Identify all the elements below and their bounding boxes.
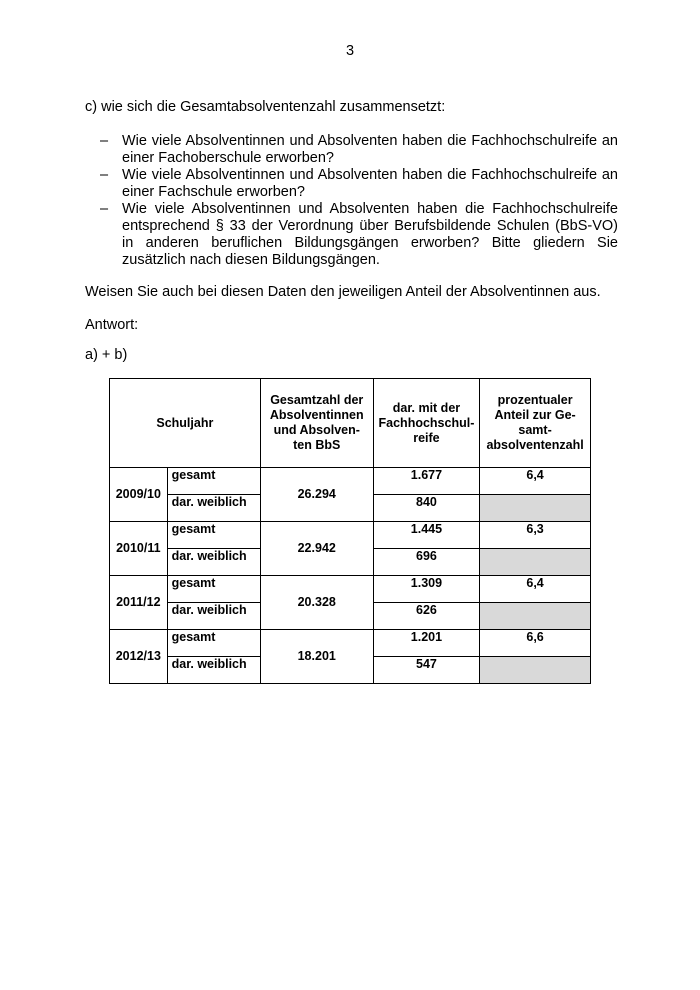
- pct-cell: 6,3: [480, 522, 591, 549]
- header-gesamtzahl: Gesamtzahl der Absolventinnen und Absolven-ten BbS: [260, 379, 373, 468]
- list-item-text: Wie viele Absolventinnen und Absolventen haben die Fachhochschulreife an einer Fachschule erworben?: [122, 167, 618, 200]
- pct-cell: 6,6: [480, 630, 591, 657]
- year-cell: 2012/13: [110, 630, 168, 684]
- year-cell: 2011/12: [110, 576, 168, 630]
- dash-bullet: –: [100, 167, 109, 183]
- table-row: [110, 630, 591, 657]
- graduates-table: [109, 378, 591, 684]
- label-gesamt: gesamt: [167, 522, 260, 549]
- list-item: [100, 133, 618, 167]
- list-item: [100, 201, 618, 269]
- header-schuljahr: Schuljahr: [110, 379, 261, 468]
- fhr-weiblich-cell: 626: [373, 603, 479, 630]
- fhr-gesamt-cell: 1.201: [373, 630, 479, 657]
- dash-bullet: –: [100, 133, 109, 149]
- label-gesamt: gesamt: [167, 468, 260, 495]
- shaded-cell: [480, 657, 591, 684]
- page-number: 3: [345, 43, 355, 59]
- fhr-gesamt-cell: 1.309: [373, 576, 479, 603]
- shaded-cell: [480, 603, 591, 630]
- label-gesamt: gesamt: [167, 576, 260, 603]
- list-item: [100, 167, 618, 201]
- year-cell: 2010/11: [110, 522, 168, 576]
- instruction-paragraph: Weisen Sie auch bei diesen Daten den jeweiligen Anteil der Absolventinnen aus.: [85, 284, 601, 300]
- answer-label: Antwort:: [85, 317, 139, 333]
- table-header-row: [110, 379, 591, 468]
- item-c-heading: c) wie sich die Gesamtabsolventenzahl zusammensetzt:: [85, 99, 446, 115]
- section-label: a) + b): [85, 347, 128, 363]
- label-weiblich: dar. weiblich: [167, 657, 260, 684]
- table-row: [110, 468, 591, 495]
- pct-cell: 6,4: [480, 468, 591, 495]
- fhr-weiblich-cell: 696: [373, 549, 479, 576]
- fhr-weiblich-cell: 547: [373, 657, 479, 684]
- dash-bullet: –: [100, 201, 109, 217]
- pct-cell: 6,4: [480, 576, 591, 603]
- header-fachhochschulreife: dar. mit der Fachhochschul-reife: [373, 379, 479, 468]
- label-weiblich: dar. weiblich: [167, 495, 260, 522]
- shaded-cell: [480, 495, 591, 522]
- fhr-weiblich-cell: 840: [373, 495, 479, 522]
- header-anteil: prozentualer Anteil zur Ge-samt-absolventenzahl: [480, 379, 591, 468]
- list-item-text: Wie viele Absolventinnen und Absolventen haben die Fachhochschulreife entsprechend § 33 der Verordnung über Berufsbildende Schulen (BbS-VO) in anderen beruflichen Bildungsgängen erworben? Bitte gliedern Sie zusätzlich nach diesen Bildungsgängen.: [122, 201, 618, 268]
- list-item-text: Wie viele Absolventinnen und Absolventen haben die Fachhochschulreife an einer Fachoberschule erworben?: [122, 133, 618, 166]
- question-list: [100, 133, 618, 269]
- year-cell: 2009/10: [110, 468, 168, 522]
- total-cell: 26.294: [260, 468, 373, 522]
- total-cell: 20.328: [260, 576, 373, 630]
- table-row: [110, 522, 591, 549]
- table-row: [110, 576, 591, 603]
- label-weiblich: dar. weiblich: [167, 549, 260, 576]
- label-weiblich: dar. weiblich: [167, 603, 260, 630]
- total-cell: 18.201: [260, 630, 373, 684]
- fhr-gesamt-cell: 1.445: [373, 522, 479, 549]
- total-cell: 22.942: [260, 522, 373, 576]
- fhr-gesamt-cell: 1.677: [373, 468, 479, 495]
- shaded-cell: [480, 549, 591, 576]
- label-gesamt: gesamt: [167, 630, 260, 657]
